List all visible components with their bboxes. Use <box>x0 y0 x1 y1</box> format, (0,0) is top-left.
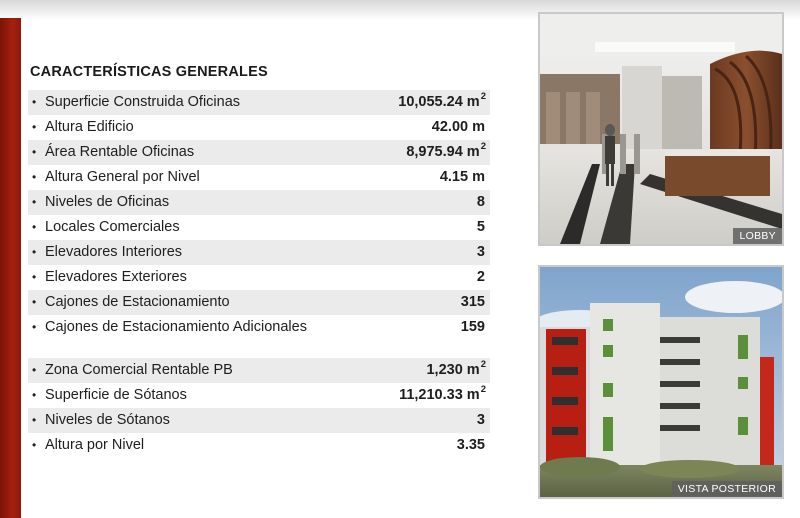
bullet-icon: • <box>32 413 37 427</box>
spec-row <box>28 165 490 190</box>
bullet-icon: • <box>32 320 37 334</box>
spec-value: 42.00 m <box>431 119 485 135</box>
group-spacer <box>28 340 490 358</box>
rear-view-caption: VISTA POSTERIOR <box>672 481 782 497</box>
spec-label: Superficie de Sótanos <box>45 387 187 403</box>
spec-label: Zona Comercial Rentable PB <box>45 362 233 378</box>
bullet-icon: • <box>32 270 37 284</box>
bullet-icon: • <box>32 220 37 234</box>
spec-row <box>28 265 490 290</box>
bullet-icon: • <box>32 295 37 309</box>
spec-value: 5 <box>476 219 485 235</box>
bullet-icon: • <box>32 388 37 402</box>
specs-list <box>28 90 490 458</box>
spec-value: 3 <box>476 244 485 260</box>
spec-value: 3.35 <box>456 437 485 453</box>
spec-row <box>28 115 490 140</box>
bullet-icon: • <box>32 363 37 377</box>
spec-label: Niveles de Sótanos <box>45 412 170 428</box>
spec-value: 8,975.94 $m^2$ <box>406 141 486 160</box>
spec-label: Altura Edificio <box>45 119 134 135</box>
bullet-icon: • <box>32 95 37 109</box>
spec-row <box>28 190 490 215</box>
spec-label: Cajones de Estacionamiento Adicionales <box>45 319 307 335</box>
spec-row <box>28 358 490 383</box>
spec-row <box>28 140 490 165</box>
bullet-icon: • <box>32 438 37 452</box>
spec-row <box>28 408 490 433</box>
spec-value: 1,230 $m^2$ <box>426 359 486 378</box>
spec-row <box>28 315 490 340</box>
spec-row <box>28 90 490 115</box>
bullet-icon: • <box>32 245 37 259</box>
bullet-icon: • <box>32 120 37 134</box>
lobby-illustration <box>540 14 782 244</box>
spec-row <box>28 240 490 265</box>
spec-row <box>28 290 490 315</box>
bullet-icon: • <box>32 195 37 209</box>
section-title: CARACTERÍSTICAS GENERALES <box>30 64 268 80</box>
spec-value: 4.15 m <box>439 169 485 185</box>
rear-view-photo <box>538 265 784 499</box>
spec-value: 11,210.33 $m^2$ <box>399 384 486 403</box>
spec-value: 2 <box>476 269 485 285</box>
spec-label: Niveles de Oficinas <box>45 194 170 210</box>
spec-label: Locales Comerciales <box>45 219 180 235</box>
spec-value: 159 <box>460 319 485 335</box>
spec-value: 10,055.24 $m^2$ <box>398 91 486 110</box>
building-illustration <box>540 267 782 497</box>
bullet-icon: • <box>32 170 37 184</box>
spec-label: Cajones de Estacionamiento <box>45 294 230 310</box>
bullet-icon: • <box>32 145 37 159</box>
spec-value: 8 <box>476 194 485 210</box>
spec-label: Superficie Construida Oficinas <box>45 94 241 110</box>
spec-value: 3 <box>476 412 485 428</box>
lobby-photo <box>538 12 784 246</box>
spec-label: Altura por Nivel <box>45 437 145 453</box>
spec-row <box>28 433 490 458</box>
spec-value: 315 <box>460 294 485 310</box>
lobby-caption: LOBBY <box>733 228 782 244</box>
accent-bar <box>0 18 21 518</box>
spec-row <box>28 383 490 408</box>
spec-label: Área Rentable Oficinas <box>45 144 195 160</box>
spec-label: Elevadores Exteriores <box>45 269 187 285</box>
spec-label: Altura General por Nivel <box>45 169 200 185</box>
spec-label: Elevadores Interiores <box>45 244 183 260</box>
spec-row <box>28 215 490 240</box>
